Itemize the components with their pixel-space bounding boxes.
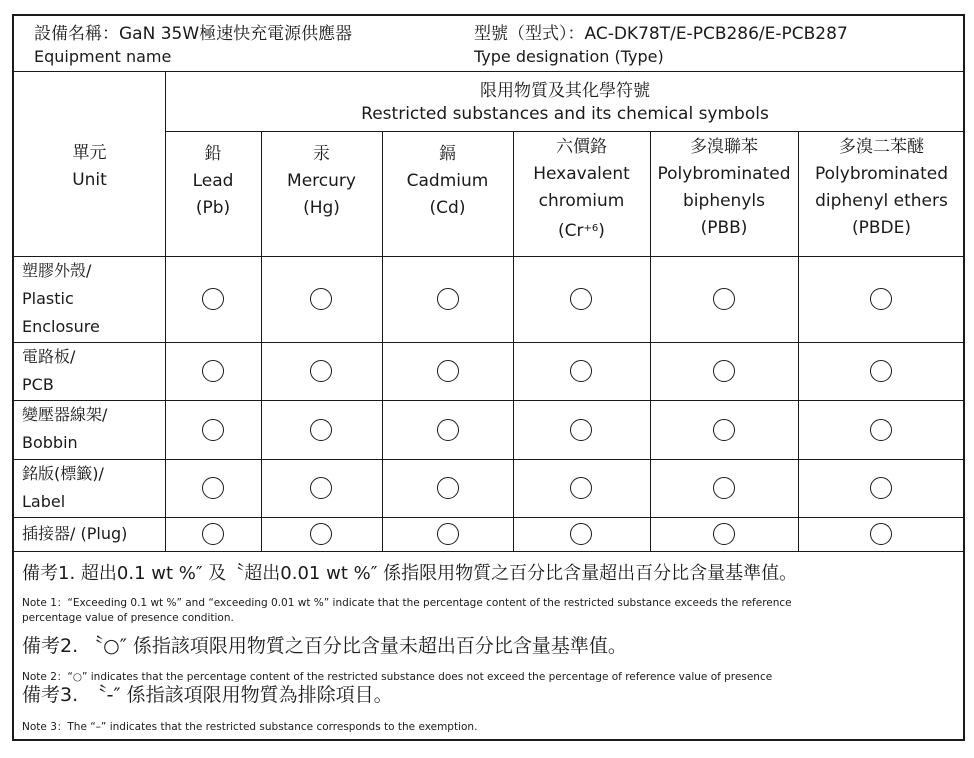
compliant-circle-mark xyxy=(437,419,459,441)
equipment-name-en: Equipment name xyxy=(34,47,172,66)
compliant-circle-mark xyxy=(870,477,892,499)
rule xyxy=(14,71,963,72)
unit-header-en: Unit xyxy=(72,170,107,190)
group-header-zh: 限用物質及其化學符號 xyxy=(480,81,650,101)
column-header-pbb xyxy=(650,134,798,242)
column-zh: 汞 xyxy=(313,144,330,164)
compliant-circle-mark xyxy=(713,288,735,310)
column-zh: 鎘 xyxy=(439,144,456,164)
column-en: Polybrominated xyxy=(657,164,791,184)
compliant-circle-mark xyxy=(713,477,735,499)
column-en: Hexavalent xyxy=(533,164,630,184)
compliant-circle-mark xyxy=(570,477,592,499)
column-symbol: (PBB) xyxy=(700,218,748,238)
column-header-hexavalent-chromium xyxy=(513,134,650,245)
rule xyxy=(14,342,963,343)
rule xyxy=(14,517,963,518)
column-header-pbde xyxy=(798,134,965,242)
type-label: 型號（型式）： xyxy=(474,24,585,44)
row-label-label xyxy=(22,460,104,516)
equipment-name-row xyxy=(34,26,352,43)
column-symbol xyxy=(513,215,650,245)
compliant-circle-mark xyxy=(870,360,892,382)
row-label-line: 塑膠外殼/ xyxy=(22,261,92,280)
row-label-plug xyxy=(22,520,127,548)
symbol-base: (Cr xyxy=(558,221,584,241)
row-label-line: 銘版(標籤)/ xyxy=(22,464,104,483)
type-designation-row xyxy=(474,26,848,43)
row-label-line: Bobbin xyxy=(22,433,78,452)
group-header-en: Restricted substances and its chemical symbols xyxy=(361,104,769,124)
column-zh: 多溴二苯醚 xyxy=(839,137,924,157)
column-zh: 六價鉻 xyxy=(556,137,607,157)
type-designation-en: Type designation (Type) xyxy=(474,47,664,66)
row-label-line: 插接器/ (Plug) xyxy=(22,524,128,543)
type-value: AC-DK78T/E-PCB286/E-PCB287 xyxy=(584,24,848,44)
column-symbol: (PBDE) xyxy=(851,218,911,238)
note-1-zh: 備考1. 超出0.1 wt %″ 及〝超出0.01 wt %″ 係指限用物質之百分比含量超出百分比含量基準值。 xyxy=(22,563,798,584)
note-2-en: Note 2：“○” indicates that the percentage content of the restricted substance does not exceed the percentage of reference value of presence xyxy=(22,671,773,683)
row-label-line: Plastic xyxy=(22,289,74,308)
compliant-circle-mark xyxy=(310,288,332,310)
equipment-name-label: 設備名稱： xyxy=(34,24,119,44)
note-3-en: Note 3：The “–” indicates that the restricted substance corresponds to the exemption. xyxy=(22,721,478,733)
compliant-circle-mark xyxy=(570,523,592,545)
unit-header xyxy=(14,140,165,194)
row-label-plastic-enclosure xyxy=(22,257,100,341)
compliant-circle-mark xyxy=(437,360,459,382)
rule xyxy=(14,551,963,552)
compliant-circle-mark xyxy=(310,419,332,441)
compliant-circle-mark xyxy=(202,419,224,441)
column-en-2: biphenyls xyxy=(683,191,765,211)
compliant-circle-mark xyxy=(713,523,735,545)
compliant-circle-mark xyxy=(870,288,892,310)
compliant-circle-mark xyxy=(570,360,592,382)
column-en: Mercury xyxy=(287,171,356,191)
row-label-pcb xyxy=(22,343,75,399)
column-en: Polybrominated xyxy=(814,164,949,184)
row-label-line: Enclosure xyxy=(22,317,100,336)
note-2-zh: 備考2. 〝○″ 係指該項限用物質之百分比含量未超出百分比含量基準值。 xyxy=(22,635,627,657)
row-label-bobbin xyxy=(22,401,107,457)
compliant-circle-mark xyxy=(870,523,892,545)
compliant-circle-mark xyxy=(437,523,459,545)
compliant-circle-mark xyxy=(310,523,332,545)
rohs-declaration-table xyxy=(12,14,965,741)
compliant-circle-mark xyxy=(713,360,735,382)
column-en-2: diphenyl ethers xyxy=(815,191,948,211)
row-label-line: Label xyxy=(22,492,66,511)
column-symbol: (Pb) xyxy=(195,198,231,218)
compliant-circle-mark xyxy=(202,288,224,310)
rule xyxy=(14,256,963,257)
compliant-circle-mark xyxy=(310,360,332,382)
column-en: Cadmium xyxy=(406,171,489,191)
note-1-en-line-2: percentage value of presence condition. xyxy=(22,612,234,624)
column-header-lead xyxy=(165,141,261,222)
note-1-en-line-1: Note 1：“Exceeding 0.1 wt %” and “exceeding 0.01 wt %” indicate that the percentage content of the restricted substance exceeds the reference xyxy=(22,597,792,609)
column-en: Lead xyxy=(192,171,234,191)
column-symbol: (Cd) xyxy=(429,198,466,218)
row-label-line: PCB xyxy=(22,375,54,394)
compliant-circle-mark xyxy=(870,419,892,441)
symbol-superscript: +6 xyxy=(583,223,599,234)
restricted-substances-header xyxy=(165,80,965,126)
compliant-circle-mark xyxy=(437,477,459,499)
row-label-line: 電路板/ xyxy=(22,347,76,366)
compliant-circle-mark xyxy=(570,288,592,310)
compliant-circle-mark xyxy=(202,360,224,382)
column-symbol: (Hg) xyxy=(303,198,340,218)
equipment-name-value: GaN 35W極速快充電源供應器 xyxy=(119,24,353,44)
unit-header-zh: 單元 xyxy=(72,143,107,163)
row-label-line: 變壓器線架/ xyxy=(22,405,108,424)
column-zh: 多溴聯苯 xyxy=(690,137,758,157)
compliant-circle-mark xyxy=(202,477,224,499)
column-header-cadmium xyxy=(382,141,513,222)
column-en-2: chromium xyxy=(538,191,625,211)
rule xyxy=(14,459,963,460)
symbol-close: ) xyxy=(598,221,605,241)
compliant-circle-mark xyxy=(310,477,332,499)
column-header-mercury xyxy=(261,141,382,222)
compliant-circle-mark xyxy=(713,419,735,441)
compliant-circle-mark xyxy=(570,419,592,441)
compliant-circle-mark xyxy=(437,288,459,310)
column-zh: 鉛 xyxy=(204,144,222,164)
compliant-circle-mark xyxy=(202,523,224,545)
rule xyxy=(165,131,963,132)
note-3-zh: 備考3. 〝-″ 係指該項限用物質為排除項目。 xyxy=(22,684,393,706)
rule xyxy=(14,400,963,401)
